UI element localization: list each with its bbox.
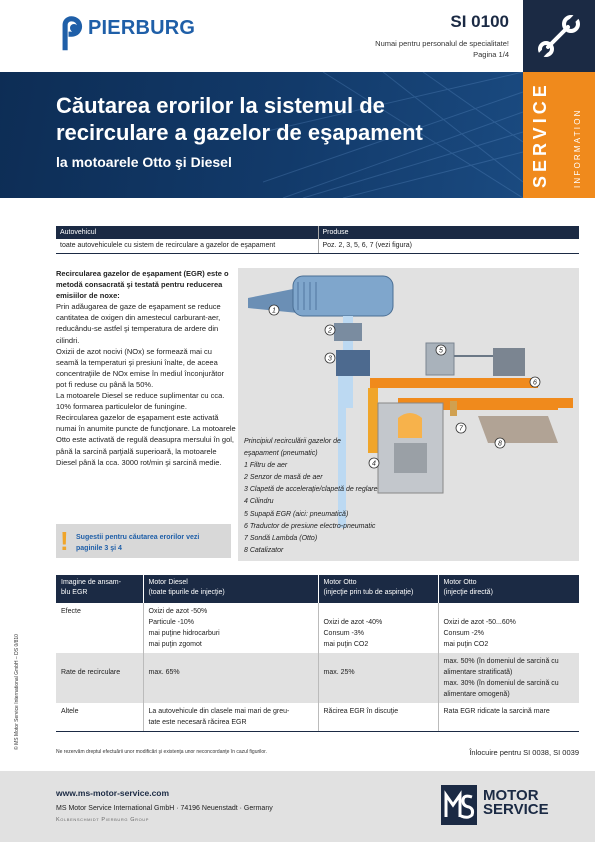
cell-line (324, 606, 433, 617)
piston-icon (394, 443, 427, 473)
cell-line: max. 50% (în domeniul de sarcină cu alimentare stratificată) (443, 658, 559, 676)
cell-line: Rata EGR ridicate la sarcină mare (443, 708, 550, 715)
title-banner (0, 72, 523, 198)
lambda-sensor-icon (450, 401, 457, 416)
table-row (56, 653, 579, 703)
intro-paragraph: La motoarele Diesel se reduce suplimentar cu cca. 10% formarea particulelor de funingine. (56, 391, 225, 412)
legend-item: 8 Catalizator (244, 546, 284, 554)
row-label: Efecte (56, 603, 143, 653)
legend-item: 6 Traductor de presiune electro-pneumatic (244, 522, 376, 530)
otto-tube-cell (318, 603, 438, 653)
information-label: INFORMATION (573, 108, 582, 188)
vehicle-header: Autovehicul (56, 226, 318, 239)
pierburg-mark-icon (56, 12, 86, 52)
callout-6: 6 (533, 379, 537, 387)
diesel-cell (143, 653, 318, 703)
row-label: Rate de recirculare (56, 653, 143, 703)
logo-word: SERVICE (483, 801, 549, 818)
products-cell: Poz. 2, 3, 5, 6, 7 (vezi figura) (318, 239, 579, 253)
callout-5: 5 (439, 347, 443, 355)
callout-2: 2 (328, 327, 332, 335)
intro-paragraph: Recircularea gazelor de eşapament este activată numai în anumite puncte de funcţionare. La motoarele Otto este activată de regulă deasupra mersului în gol, până la sarcină parţială superioară, la motoarele Diesel până la cca. 3000 rot/min şi sarcină medie. (56, 413, 236, 467)
cell-line: Consum -3% (323, 630, 364, 637)
throttle-icon (336, 350, 370, 376)
col-header-overview (56, 575, 143, 603)
page-title: Căutarea erorilor la sistemul de recirculare a gazelor de eşapament (56, 93, 423, 145)
col-header-otto-tube (318, 575, 438, 603)
service-label (530, 81, 551, 188)
ms-logo-icon (441, 785, 477, 825)
wrench-tab (523, 0, 595, 72)
replaces-note: Înlocuire pentru SI 0038, SI 0039 (469, 748, 579, 757)
otto-direct-cell (438, 603, 579, 653)
otto-direct-cell (438, 653, 579, 703)
comparison-table (56, 575, 579, 732)
wrench-icon (536, 13, 582, 59)
otto-tube-cell (318, 653, 438, 703)
diesel-cell (143, 603, 318, 653)
logo-word: MOTOR (483, 787, 539, 804)
company-address: MS Motor Service International GmbH · 74196 Neuenstadt · Germany (56, 805, 273, 812)
otto-direct-cell (438, 703, 579, 732)
callout-4: 4 (372, 460, 376, 468)
audience-note: Numai pentru personalul de specialitate! (375, 39, 509, 48)
motor-service-logo (483, 789, 549, 817)
col-header-otto-direct (438, 575, 579, 603)
pierburg-logo (56, 12, 195, 52)
cell-line: mai puţin zgomot (148, 641, 202, 648)
cell-line: max. 30% (în domeniul de sarcină cu alimentare omogenă) (443, 680, 559, 698)
cell-line: Oxizi de azot -40% (323, 619, 383, 626)
diesel-cell (143, 703, 318, 732)
intro-lead: Recircularea gazelor de eşapament (EGR) este o metodă consacrată şi testată pentru reducerea emisiilor de noxe: (56, 269, 229, 301)
legend-item: 2 Senzor de masă de aer (244, 474, 323, 482)
legend-item: 7 Sondă Lambda (Otto) (244, 534, 318, 542)
combustion-icon (398, 413, 422, 438)
company-group: Kolbenschmidt Pierburg Group (56, 817, 150, 823)
legend-item: 3 Clapetă de accelerație/clapetă de reglare (244, 486, 378, 494)
diagram-legend (244, 436, 377, 557)
tip-text: Sugestii pentru căutarea erorilor vezi paginile 3 şi 4 (76, 534, 200, 552)
air-filter-icon (293, 276, 393, 316)
cell-line: mai puţin CO2 (443, 641, 489, 648)
table-row (56, 703, 579, 732)
header-text: Motor Otto (injecţie prin tub de aspiraţie) (323, 579, 414, 596)
legend-item: 5 Supapă EGR (aici: pneumatică) (244, 510, 349, 518)
document-number: SI 0100 (450, 12, 509, 31)
vehicle-cell: toate autovehiculele cu sistem de recirculare a gazelor de eşapament (56, 239, 318, 253)
cell-line: max. 25% (323, 669, 355, 676)
col-header-diesel (143, 575, 318, 603)
page-subtitle: la motoarele Otto şi Diesel (56, 154, 232, 170)
cell-line (444, 606, 575, 617)
cell-line: Particule -10% (148, 619, 195, 626)
document-meta (375, 38, 509, 60)
header-text: Motor Diesel (toate tipurile de injecţie) (148, 579, 225, 596)
callout-1: 1 (272, 307, 276, 315)
header-text: Motor Otto (injecţie directă) (443, 579, 493, 596)
pressure-transducer-icon (493, 348, 525, 376)
brand-name: PIERBURG (88, 16, 196, 39)
table-row (56, 603, 579, 653)
cell-line: Consum -2% (443, 630, 484, 637)
website-link[interactable]: www.ms-motor-service.com (56, 788, 170, 798)
cell-line: Răcirea EGR în discuţie (323, 708, 399, 715)
cell-line: mai puţin CO2 (323, 641, 369, 648)
intro-paragraph: Prin adăugarea de gaze de eşapament se reduce cantitatea de oxigen din amestecul carburant-aer, reducându-se astfel şi temperatura de ardere din cilindri. (56, 302, 221, 345)
intro-text (56, 268, 236, 468)
cell-line: tate este necesară răcirea EGR (148, 719, 247, 726)
service-word: SERVICE (530, 81, 550, 188)
cell-line: La autovehicule din clasele mai mari de greu- (148, 708, 290, 715)
mass-air-sensor-icon (334, 323, 362, 341)
vehicle-table (56, 226, 579, 254)
cell-line: Oxizi de azot -50...60% (443, 619, 516, 626)
legend-title: Principiul recirculării gazelor de (244, 438, 341, 445)
header-text: Imagine de ansam- blu EGR (61, 579, 121, 596)
cell-line: Oxizi de azot -50% (148, 608, 208, 615)
cell-line: max. 65% (148, 669, 180, 676)
cell-line: mai puţine hidrocarburi (148, 630, 220, 637)
header (0, 0, 523, 72)
callout-7: 7 (459, 425, 463, 433)
disclaimer: Ne rezervăm dreptul efectuării unor modificări şi existenţa unor neconcordanţe în cazul figurilor. (56, 749, 267, 755)
legend-item: 4 Cilindru (244, 498, 274, 506)
warning-icon: ! (60, 526, 69, 556)
legend-title: eşapament (pneumatic) (244, 450, 318, 458)
products-header: Produse (318, 226, 579, 239)
row-label: Altele (56, 703, 143, 732)
catalyst-icon (478, 416, 558, 443)
callout-3: 3 (328, 355, 332, 363)
copyright-note: © MS Motor Service International GmbH – DS 0/810 (14, 634, 20, 750)
page-indicator: Pagina 1/4 (473, 50, 509, 59)
legend-item: 1 Filtru de aer (244, 462, 288, 470)
intro-paragraph: Oxizii de azot nocivi (NOx) se formează mai cu seamă la temperaturi şi presiuni înalte, de aceea concentraţiile de NOx emise în mediul înconjurător pot fi reduse cu până la 50%. (56, 346, 224, 389)
callout-8: 8 (498, 440, 502, 448)
otto-tube-cell (318, 703, 438, 732)
